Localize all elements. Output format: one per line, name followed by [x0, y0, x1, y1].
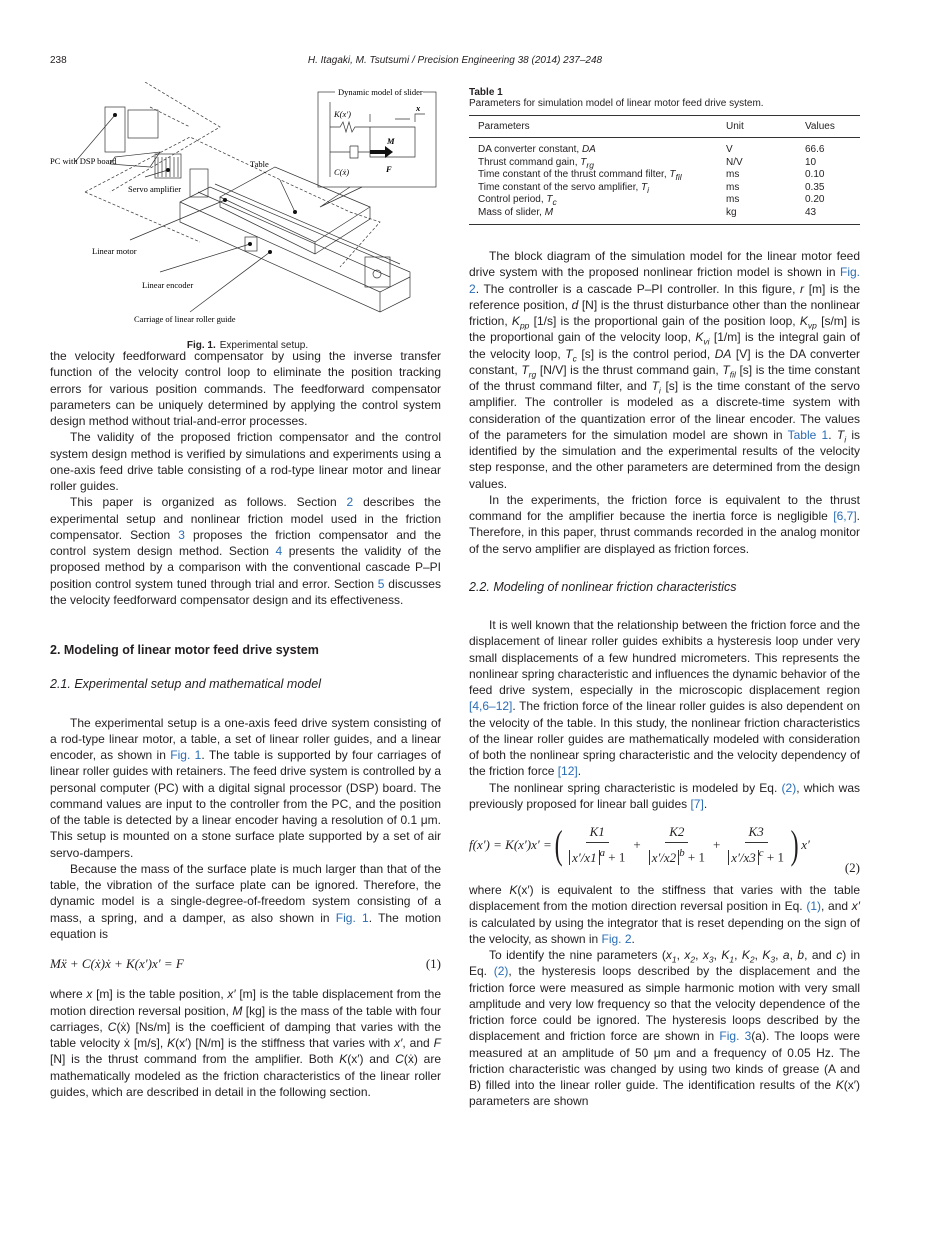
text-run: C: [395, 1052, 404, 1067]
text-run: discusses the velocity feedforward compensator design and its effectiveness.: [50, 576, 441, 607]
unit-cell: kg: [726, 206, 737, 218]
text-run: [m] is the table position,: [92, 987, 228, 1002]
text-run: The experimental setup is a one-axis feed drive system consisting of a rod-type linear motor, a table, a set of linear roller guides, and a linear encoder, as shown in: [50, 715, 441, 762]
param-name: Thrust command gain,: [478, 156, 581, 168]
text-run: x: [702, 948, 709, 963]
parameters-table: [469, 115, 860, 225]
abs-value: x′/x2: [649, 850, 680, 865]
cross-reference-link[interactable]: Fig. 3: [719, 1029, 752, 1044]
param-cell: [469, 182, 717, 195]
param-name: Time constant of the servo amplifier,: [478, 181, 642, 193]
text-run: T: [836, 427, 845, 442]
text-run: K: [339, 1052, 348, 1067]
paragraph: [50, 715, 441, 861]
text-run: [m] is the table displacement from the motion direction reversal position,: [50, 987, 441, 1018]
abs-value: x′/x3: [728, 850, 759, 865]
subscript: fil: [729, 369, 736, 380]
fig-label-k: K(x′): [334, 109, 351, 119]
text-run: proposes the friction compensator and the control system design method. Section: [50, 527, 442, 558]
fig-label-m: M: [387, 136, 395, 146]
unit-cell: ms: [726, 169, 740, 180]
unit-cell: N/V: [726, 156, 743, 168]
cross-reference-link[interactable]: [6,7]: [833, 509, 857, 523]
equation-2: [469, 821, 860, 876]
subscript: rg: [528, 369, 537, 380]
table-caption: Parameters for simulation model of linear motor feed drive system.: [469, 98, 764, 109]
param-cell: [469, 207, 717, 225]
fig-label-servo: Servo amplifier: [128, 184, 182, 194]
text-run: [s/m] is the proportional gain of the velocity loop,: [469, 314, 861, 345]
text-run: . The motion equation is: [50, 910, 441, 941]
numerator: K2: [665, 824, 688, 843]
subscript: 1: [729, 954, 735, 965]
param-name: Mass of slider,: [478, 206, 545, 218]
param-cell: [469, 157, 717, 170]
paragraph: [469, 882, 860, 947]
paragraph: [50, 429, 441, 494]
text-run: The validity of the proposed friction compensator and the control system design method is verified by simulations and experiments using a one-axis feed drive table consisting of a rod-type linear motor and linear roller guides.: [50, 430, 441, 493]
text-run: T: [521, 362, 529, 377]
plus-one: + 1: [608, 849, 626, 865]
subscript: i: [658, 385, 661, 396]
cross-reference-link[interactable]: 3: [178, 527, 185, 542]
fig-label-pc: PC with DSP board: [50, 156, 117, 166]
equation-number: (1): [425, 956, 441, 971]
subscript: 2: [690, 954, 696, 965]
table-row: [469, 157, 860, 170]
fig-label-motor: Linear motor: [92, 246, 137, 256]
text-run: r: [800, 281, 805, 296]
text-run: ,: [775, 948, 783, 963]
text-run: is calculated by using the integrator that is reset depending on the sign of the velocity, as shown in: [469, 915, 860, 946]
text-run: x′: [227, 987, 236, 1002]
text-run: K: [509, 883, 518, 898]
subscript: c: [572, 352, 577, 363]
paragraph: [50, 986, 441, 1100]
text-run: [V] is the DA converter constant,: [469, 346, 861, 377]
paragraph: [469, 780, 860, 813]
page-number: 238: [50, 55, 67, 66]
denominator: [728, 843, 784, 866]
text-run: (x′) is equivalent to the stiffness that varies with the table displacement from the motion direction reversal position in Eq.: [469, 883, 860, 914]
text-run: [s] is the time constant of the servo amplifier. The controller is modeled as a discrete-time system with consideration of the quantization error of the linear encoder. The values of the parameters for the simulation model are shown in: [469, 379, 860, 442]
plus-sign: +: [712, 836, 721, 852]
text-run: DA: [714, 346, 732, 361]
subsection-heading: 2.2. Modeling of nonlinear friction characteristics: [469, 579, 737, 594]
table-header: Values: [805, 121, 835, 132]
text-run: x: [86, 987, 93, 1002]
text-run: ,: [676, 948, 685, 963]
text-run: , and: [804, 948, 837, 963]
cross-reference-link[interactable]: 2: [346, 495, 354, 510]
text-run: .: [631, 931, 635, 946]
subscript: 1: [671, 954, 677, 965]
text-run: x: [665, 948, 672, 963]
cross-reference-link[interactable]: 4: [275, 544, 283, 558]
text-run: c: [836, 948, 843, 963]
fraction-term: [649, 824, 705, 866]
exponent: a: [599, 847, 605, 860]
value-cell: 10: [805, 156, 817, 168]
section-heading: 2. Modeling of linear motor feed drive system: [50, 643, 319, 657]
text-run: presents the validity of the proposed method by a comparison with the conventional cascade P–PI position control system tuned through trial and error. Section: [50, 544, 441, 591]
text-run: . The friction force of the linear roller guides is also dependent on the velocity of the table. In this study, the nonlinear friction characteristics of the linear roller guides are mathematically modeled with consideration of both the nonlinear spring characteristic and the velocity dependency of the friction force: [469, 699, 860, 779]
param-symbol: M: [544, 206, 554, 218]
text-run: F: [433, 1036, 441, 1050]
text-run: K: [721, 948, 730, 963]
param-symbol: DA: [581, 144, 596, 155]
param-name: DA converter constant,: [478, 144, 582, 155]
plus-one: + 1: [687, 849, 705, 865]
table-row: [469, 182, 860, 195]
left-column: [50, 348, 441, 1100]
text-run: the velocity feedforward compensator by using the inverse transfer function of the velocity control loop to eliminate the position tracking errors for various position commands. The feedforward compensator parameters can be uniquely determined by applying the control system design method without trial-and-error processes.: [50, 349, 441, 428]
cross-reference-link[interactable]: Fig. 2: [469, 265, 860, 296]
paragraph: [469, 492, 860, 557]
running-title: H. Itagaki, M. Tsutsumi / Precision Engineering 38 (2014) 237–248: [307, 55, 603, 66]
equation-tail: x′: [801, 836, 810, 852]
fig-label-carriage: Carriage of linear roller guide: [134, 314, 236, 324]
denominator: [649, 843, 705, 866]
paragraph: [469, 248, 860, 492]
text-run: . The table is supported by four carriages of linear roller guides with retainers. The feed drive system is controlled by a personal computer (PC) with a digital signal processor (DSP) board. The command values are input to the controller from the PC, and the position of the table is detected by a linear encoder having a resolution of 0.1 μm. This setup is mounted on a stone surface plate supported by a set of air servo-dampers.: [50, 748, 441, 860]
param-symbol: T: [641, 181, 648, 193]
paragraph: [50, 861, 441, 942]
unit-cell: V: [726, 144, 733, 155]
text-run: .: [703, 796, 708, 811]
table-row: [469, 194, 860, 207]
cross-reference-link[interactable]: Fig. 1: [335, 910, 369, 925]
paragraph: [50, 348, 441, 429]
text-run: is identified by the simulation and the experimental results of the velocity step response, and the other parameters are determined from the design values.: [469, 427, 861, 491]
fraction-term: [728, 824, 784, 866]
text-run: [s] is the time constant of the thrust command filter, and: [469, 362, 861, 393]
cross-reference-link[interactable]: Table 1: [787, 427, 829, 442]
text-run: K: [799, 314, 808, 328]
text-run: M: [232, 1003, 243, 1018]
param-name: Control period,: [478, 194, 547, 205]
text-run: K: [695, 330, 704, 345]
text-run: C: [107, 1019, 117, 1034]
figure-caption-text: Experimental setup.: [219, 340, 309, 351]
table-1: [469, 87, 860, 225]
text-run: T: [651, 379, 659, 393]
fig-label-model-title: Dynamic model of slider: [338, 87, 423, 97]
table-title: Table 1: [469, 87, 503, 98]
param-cell: [469, 169, 717, 182]
subscript: vi: [703, 336, 710, 347]
text-run: (x′) [N/m] is the stiffness that varies with: [175, 1036, 395, 1050]
text-run: This paper is organized as follows. Section: [70, 495, 347, 510]
table-header: Parameters: [478, 121, 530, 132]
param-symbol: T: [580, 156, 587, 168]
unit-cell: ms: [726, 181, 740, 193]
text-run: d: [571, 297, 579, 312]
text-run: (a). The loops were measured at an amplitude of 50 μm and a frequency of 0.05 Hz. The friction characteristic was changed by using two kinds of grease (A and B) filled into the linear roller guide. The identification results of the: [469, 1029, 860, 1093]
text-run: The nonlinear spring characteristic is modeled by Eq.: [489, 780, 782, 795]
text-run: .: [577, 764, 582, 779]
denominator: [569, 843, 625, 866]
equation-1: [50, 956, 441, 972]
numerator: K3: [745, 824, 768, 843]
cross-reference-link[interactable]: [12]: [557, 764, 578, 779]
text-run: [kg] is the mass of the table with four carriages,: [50, 1003, 441, 1034]
cross-reference-link[interactable]: (2): [781, 780, 797, 795]
subscript: i: [844, 434, 847, 445]
unit-cell: ms: [726, 194, 740, 205]
value-cell: 43: [805, 206, 817, 218]
cross-reference-link[interactable]: [4,6–12]: [469, 699, 513, 714]
table-header: Unit: [726, 121, 744, 132]
text-run: In the experiments, the friction force is equivalent to the thrust command for the amplifier because the inertia force is negligible: [469, 492, 860, 523]
exponent: c: [758, 847, 764, 860]
numerator: K1: [586, 824, 609, 843]
text-run: It is well known that the relationship between the friction force and the displacement of linear roller guides exhibits a hysteresis loop under very small displacements of a few hundred micrometers. This represents the nonlinear spring characteristic and influences the dynamic behavior of the feed drive system, especially in the microscopic displacement region: [469, 618, 860, 697]
text-run: K: [762, 948, 771, 963]
right-paren: ): [790, 821, 799, 867]
text-run: [s] is the control period,: [576, 346, 715, 361]
text-run: [m] is the reference position,: [469, 281, 860, 312]
text-run: b: [797, 948, 805, 963]
text-run: [N] is the thrust command from the amplifier. Both: [50, 1052, 340, 1067]
text-run: T: [565, 346, 573, 361]
text-run: , and: [402, 1036, 434, 1050]
text-run: .: [828, 427, 837, 442]
equation-lhs: f(x′) = K(x′)x′ =: [469, 836, 552, 852]
value-cell: 66.6: [805, 144, 825, 155]
fig-label-encoder: Linear encoder: [142, 280, 194, 290]
text-run: describes the experimental setup and nonlinear friction model used in the friction compensator. Section: [50, 495, 441, 542]
table-row: [469, 138, 860, 157]
text-run: ,: [734, 948, 742, 963]
value-cell: 0.20: [805, 194, 825, 205]
text-run: [N/V] is the thrust command gain,: [536, 362, 723, 377]
plus-sign: +: [633, 836, 641, 852]
cross-reference-link[interactable]: (1): [806, 899, 822, 914]
text-run: [1/s] is the proportional gain of the position loop,: [529, 314, 800, 328]
table-row: [469, 169, 860, 182]
subscript: 3: [708, 954, 714, 965]
figure-1-experimental-setup: [50, 82, 445, 342]
param-subscript: c: [552, 197, 557, 207]
fig-label-c: C(ẋ): [334, 167, 350, 177]
value-cell: 0.10: [805, 169, 825, 180]
text-run: ,: [713, 948, 722, 963]
text-run: , which was previously proposed for linear ball guides: [469, 780, 860, 811]
text-run: , the hysteresis loops described by the displacement and the friction force were measured as simple harmonic motion with very small amplitude and very low frequency so that the velocity dependence of the friction force could be ignored. The hysteresis loops described by the displacement and friction force are shown in: [469, 964, 860, 1044]
text-run: ) in Eq.: [469, 948, 861, 979]
cross-reference-link[interactable]: Fig. 1: [170, 748, 202, 762]
text-run: (ẋ) are mathematically modeled as the friction characteristics of the linear roller guides, which are described in detail in the following section.: [50, 1052, 441, 1099]
text-run: K: [167, 1036, 176, 1050]
text-run: (x′) parameters are shown: [469, 1078, 860, 1109]
text-run: . Therefore, in this paper, thrust commands recorded in the analog monitor of the servo amplifier are displayed as friction forces.: [469, 509, 860, 556]
text-run: To identify the nine parameters (: [489, 948, 666, 963]
text-run: [N] is the thrust disturbance other than the nonlinear friction,: [469, 297, 860, 328]
cross-reference-link[interactable]: Fig. 2: [601, 931, 632, 946]
text-run: where: [469, 883, 510, 898]
fraction-term: [569, 824, 625, 866]
fig-label-f: F: [386, 164, 392, 174]
exponent: b: [679, 847, 685, 860]
param-subscript: rg: [586, 159, 594, 170]
cross-reference-link[interactable]: (2): [493, 964, 509, 979]
text-run: ,: [754, 948, 763, 963]
text-run: x: [684, 948, 691, 963]
table-row: [469, 207, 860, 225]
subscript: vp: [807, 320, 817, 331]
right-column: [469, 248, 860, 1110]
text-run: . The controller is a cascade P–PI controller. In this figure,: [475, 281, 801, 296]
left-paren: (: [554, 821, 563, 867]
text-run: The block diagram of the simulation model for the linear motor feed drive system with the proposed nonlinear friction model is shown in: [469, 249, 860, 280]
text-run: ,: [695, 948, 703, 963]
text-run: where: [50, 987, 87, 1002]
subscript: 3: [770, 954, 776, 965]
text-run: x′: [851, 899, 860, 914]
param-symbol: T: [669, 169, 676, 180]
fig-label-x: x: [416, 103, 421, 113]
text-run: , and: [821, 899, 852, 914]
fig-label-table: Table: [250, 159, 269, 169]
plus-one: + 1: [766, 849, 784, 865]
text-run: ,: [789, 948, 798, 963]
subscript: 2: [749, 954, 755, 965]
text-run: Because the mass of the surface plate is much larger than that of the table, the vibration of the surface plate can be ignored. Therefore, the dynamic model is a single-degree-of-freedom system consisting of a mass, a spring, and a damper, as also shown in: [50, 861, 441, 925]
figure-caption-label: Fig. 1.: [186, 340, 216, 351]
value-cell: 0.35: [805, 181, 825, 193]
paragraph: [469, 947, 860, 1110]
paragraph: [469, 617, 860, 780]
abs-value: x′/x1: [569, 850, 600, 865]
subscript: pp: [519, 320, 530, 331]
cross-reference-link[interactable]: 5: [377, 576, 385, 591]
equation-number: (2): [844, 859, 860, 875]
text-run: K: [741, 948, 750, 963]
text-run: K: [511, 314, 520, 328]
text-run: (ẋ) [Ns/m] is the coefficient of damping that varies with the table velocity ẋ [m/s],: [50, 1019, 441, 1050]
paragraph: [50, 494, 441, 608]
param-cell: [469, 194, 717, 207]
cross-reference-link[interactable]: [7]: [690, 796, 704, 811]
text-run: (x′) and: [347, 1052, 396, 1067]
subsection-heading: 2.1. Experimental setup and mathematical model: [50, 677, 321, 692]
text-run: K: [835, 1078, 844, 1093]
text-run: x′: [394, 1036, 403, 1050]
param-name: Time constant of the thrust command filter,: [478, 169, 670, 180]
param-subscript: fil: [675, 172, 682, 182]
text-run: a: [782, 948, 790, 963]
param-cell: [469, 138, 717, 157]
param-subscript: i: [647, 184, 650, 195]
param-symbol: T: [546, 194, 553, 205]
equation-expression: Mẍ + C(ẋ)ẋ + K(x′)x′ = F: [50, 956, 184, 971]
text-run: [1/m] is the integral gain of the velocity loop,: [469, 330, 861, 361]
text-run: T: [722, 362, 730, 377]
